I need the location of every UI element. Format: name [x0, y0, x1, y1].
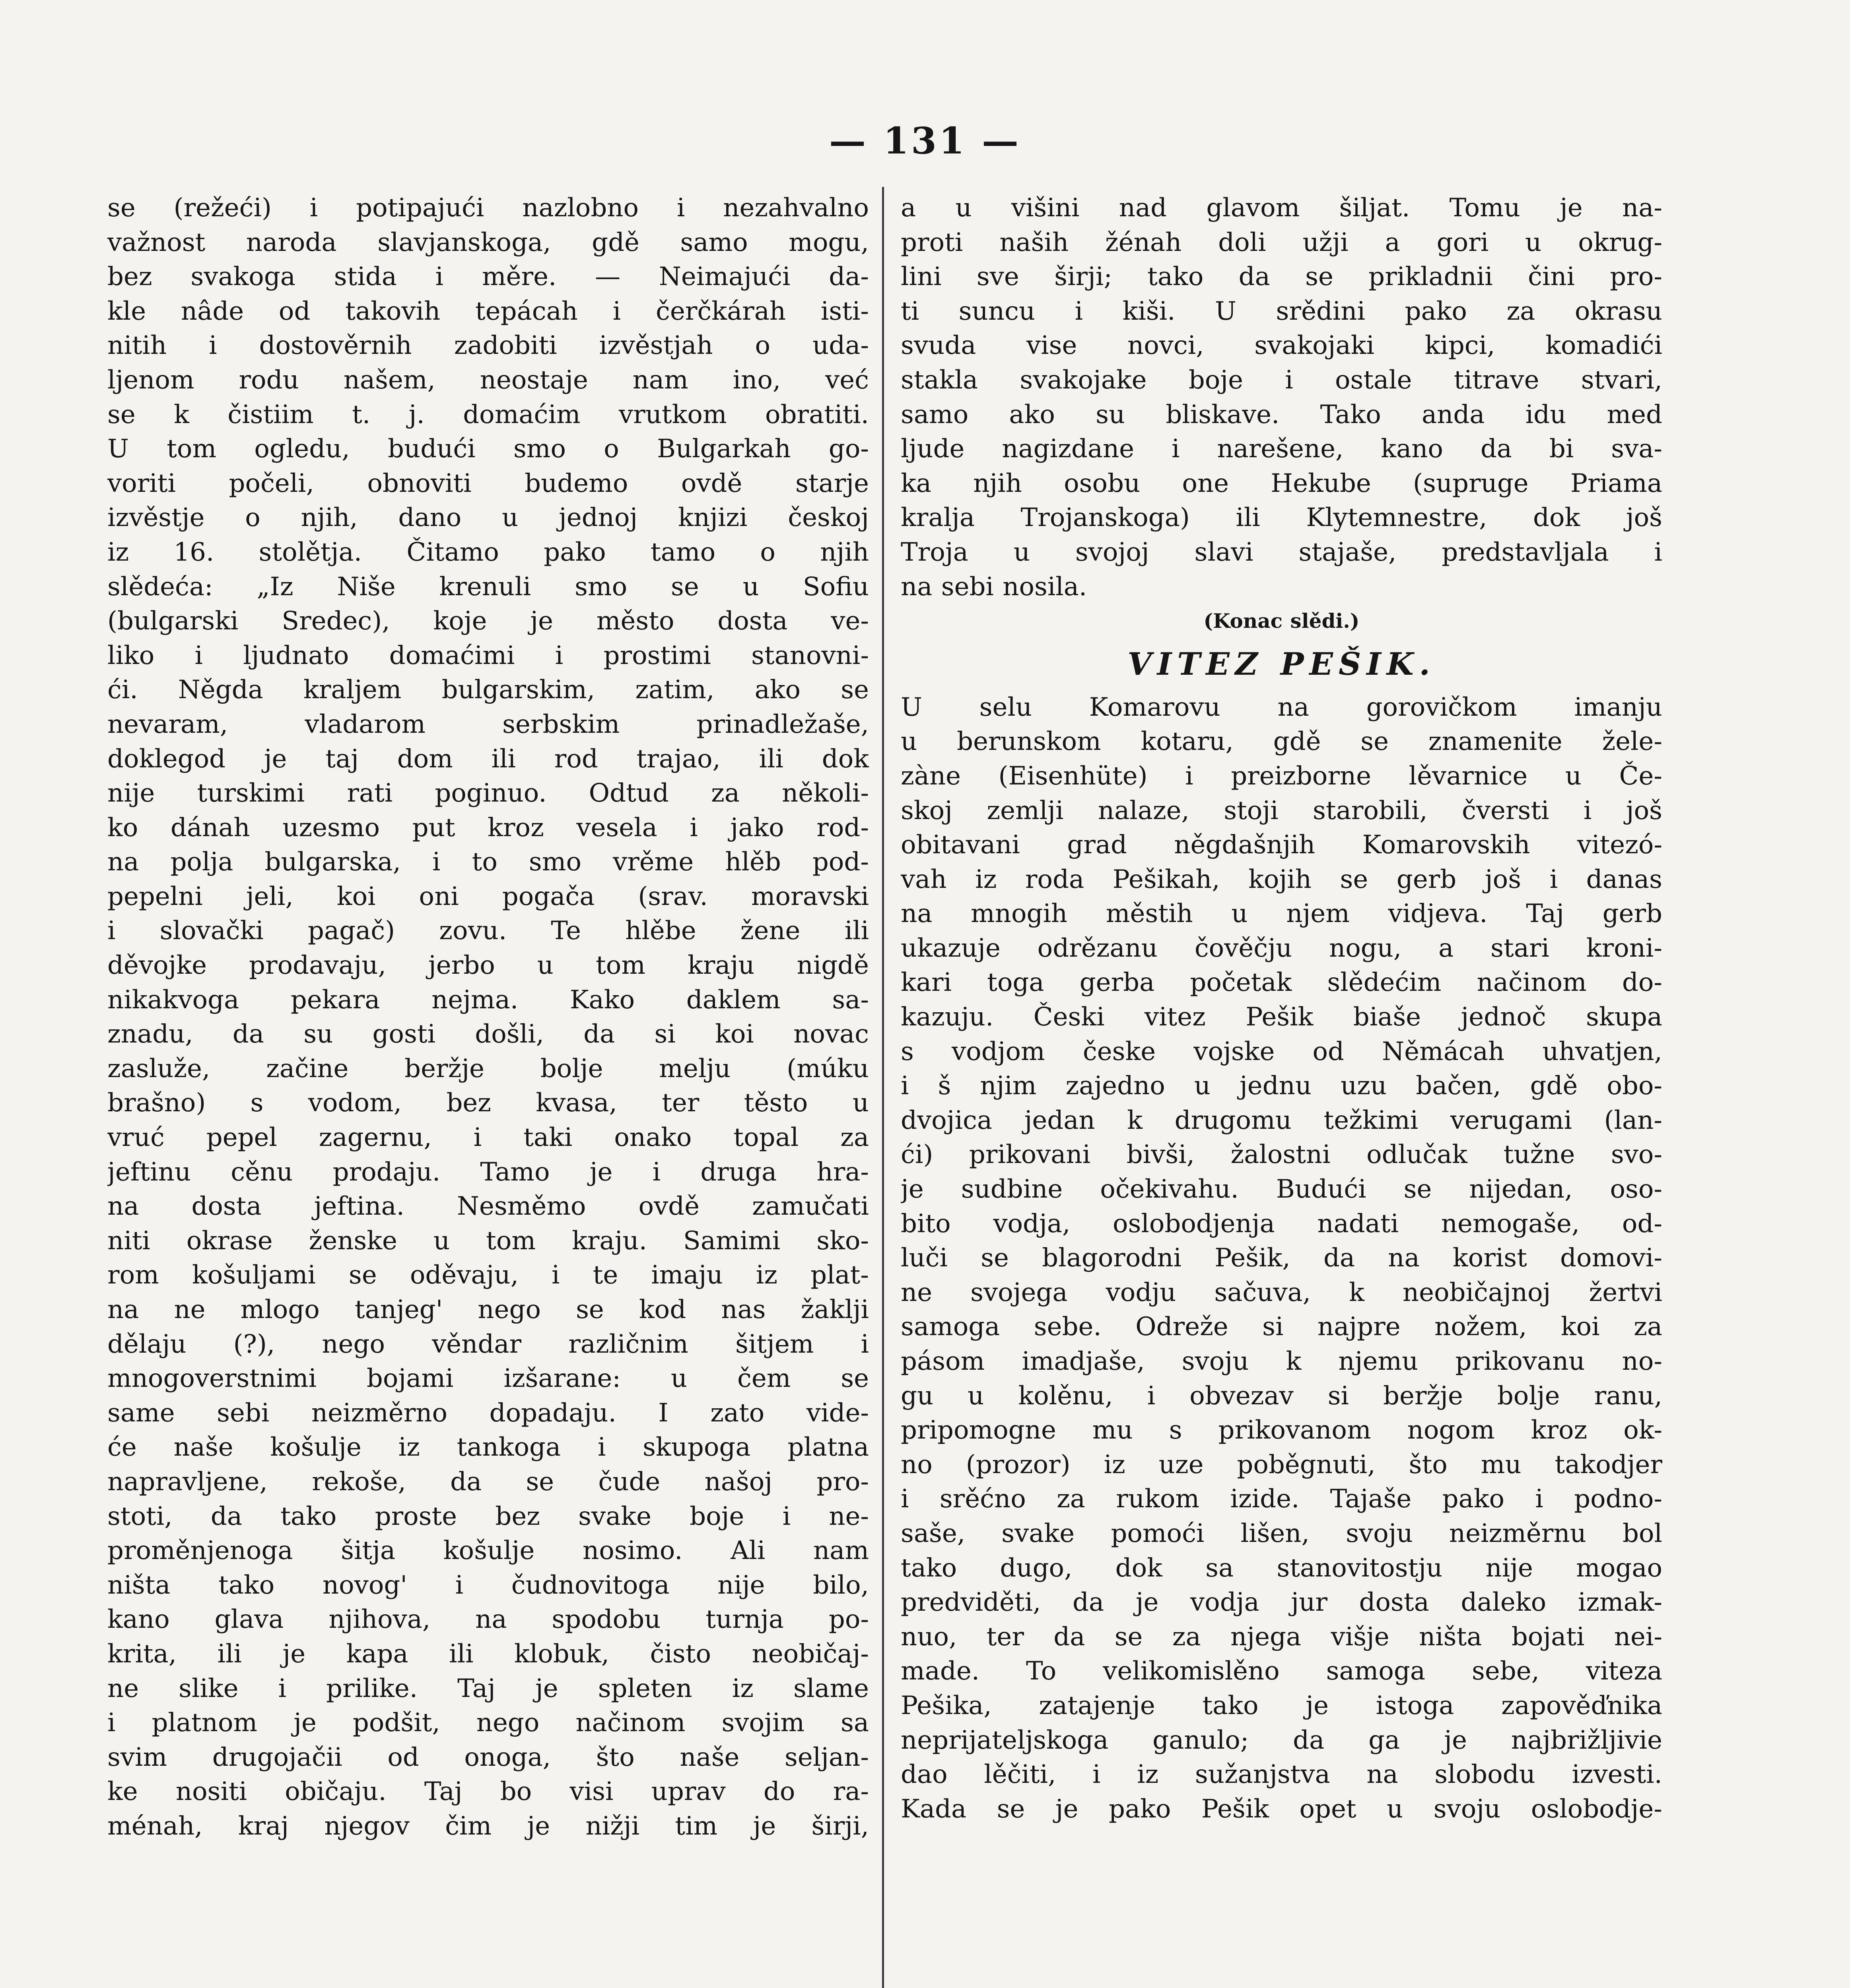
column-divider: [882, 187, 884, 1988]
text-line: dvojica jedan k drugomu težkimi verugami (lan-: [901, 1105, 1662, 1135]
text-line: ka njih osobu one Hekube (supruge Priama: [901, 468, 1662, 498]
text-line: predviděti, da je vodja jur dosta daleko izmak-: [901, 1588, 1662, 1617]
text-line: děvojke prodavaju, jerbo u tom kraju nigdě: [107, 951, 869, 980]
text-line: kano glava njihova, na spodobu turnja po-: [107, 1605, 869, 1635]
text-line: mnogoverstnimi bojami izšarane: u čem se: [107, 1364, 869, 1394]
text-line: nevaram, vladarom serbskim prinadležaše,: [107, 709, 869, 739]
text-line: iz 16. stolětja. Čitamo pako tamo o njih: [107, 537, 869, 567]
text-line: znadu, da su gosti došli, da si koi novac: [107, 1019, 869, 1049]
text-line: na sebi nosila.: [901, 572, 1087, 602]
text-line: kle nâde od takovih tepácah i čerčkárah isti-: [107, 296, 869, 326]
text-line: će naše košulje iz tankoga i skupoga platna: [107, 1433, 869, 1462]
text-line: Kada se je pako Pešik opet u svoju oslobodje-: [901, 1794, 1662, 1824]
text-line: liko i ljudnato domaćimi i prostimi stanovni-: [107, 641, 869, 670]
text-line: neprijateljskoga ganulo; da ga je najbrižljivie: [901, 1725, 1662, 1755]
text-line: rom košuljami se oděvaju, i te imaju iz plat-: [107, 1260, 869, 1290]
text-line: na polja bulgarska, i to smo vrěme hlěb pod-: [107, 847, 869, 877]
text-line: ko dánah uzesmo put kroz vesela i jako rod-: [107, 813, 869, 843]
text-line: bito vodja, oslobodjenja nadati nemogaše, od-: [901, 1209, 1662, 1239]
text-line: dao lěčiti, i iz sužanjstva na slobodu izvesti.: [901, 1760, 1662, 1790]
text-line: jeftinu cěnu prodaju. Tamo je i druga hra-: [107, 1157, 869, 1187]
text-line: izvěstje o njih, dano u jednoj knjizi českoj: [107, 503, 869, 533]
page-number: — 131 —: [829, 119, 1021, 162]
text-line: saše, svake pomoći lišen, svoju neizměrnu bol: [901, 1518, 1662, 1548]
text-line: Troja u svojoj slavi stajaše, predstavljala i: [901, 537, 1662, 567]
text-line: proti naših žénah doli užji a gori u okrug-: [901, 227, 1662, 257]
text-line: vah iz roda Pešikah, kojih se gerb još i danas: [901, 864, 1662, 894]
text-line: i platnom je podšit, nego načinom svojim sa: [107, 1708, 869, 1738]
text-line: samo ako su bliskave. Tako anda idu med: [901, 400, 1662, 429]
text-line: luči se blagorodni Pešik, da na korist domovi-: [901, 1243, 1662, 1273]
text-line: niti okrase ženske u tom kraju. Samimi sko-: [107, 1226, 869, 1256]
text-line: (bulgarski Sredec), koje je město dosta ve-: [107, 606, 869, 636]
text-line: se k čistiim t. j. domaćim vrutkom obratiti.: [107, 400, 869, 429]
continued-note: (Konac slědi.): [1203, 609, 1360, 633]
text-line: samoga sebe. Odreže si najpre nožem, koi za: [901, 1312, 1662, 1342]
text-line: ljenom rodu našem, neostaje nam ino, već: [107, 365, 869, 395]
text-line: svuda vise novci, svakojaki kipci, komadići: [901, 331, 1662, 361]
text-line: U tom ogledu, budući smo o Bulgarkah go-: [107, 434, 869, 464]
text-line: u berunskom kotaru, gdě se znamenite žele-: [901, 727, 1662, 757]
left-column: [107, 191, 869, 1988]
right-column: [901, 191, 1662, 1988]
text-line: kralja Trojanskoga) ili Klytemnestre, dok još: [901, 503, 1662, 533]
text-line: pripomogne mu s prikovanom nogom kroz ok-: [901, 1415, 1662, 1445]
text-line: Pešika, zatajenje tako je istoga zapověďnika: [901, 1691, 1662, 1720]
text-line: nikakvoga pekara nejma. Kako daklem sa-: [107, 985, 869, 1015]
text-line: na mnogih městih u njem vidjeva. Taj gerb: [901, 899, 1662, 929]
text-line: dělaju (?), nego věndar različnim šitjem i: [107, 1329, 869, 1359]
right-column-top: [901, 191, 1662, 604]
text-line: pásom imadjaše, svoju k njemu prikovanu no-: [901, 1347, 1662, 1376]
article-title: VITEZ PEŠIK.: [1127, 646, 1436, 682]
text-line: ke nositi običaju. Taj bo visi uprav do ra-: [107, 1777, 869, 1807]
text-line: same sebi neizměrno dopadaju. I zato vide-: [107, 1398, 869, 1428]
text-line: i š njim zajedno u jednu uzu bačen, gdě obo-: [901, 1071, 1662, 1101]
text-line: vruć pepel zagernu, i taki onako topal za: [107, 1123, 869, 1153]
text-line: obitavani grad něgdašnjih Komarovskih vitezó-: [901, 830, 1662, 860]
text-line: na dosta jeftina. Nesměmo ovdě zamučati: [107, 1192, 869, 1221]
text-line: se (režeći) i potipajući nazlobno i nezahvalno: [107, 193, 869, 223]
text-line: bez svakoga stida i měre. — Neimajući da-: [107, 262, 869, 292]
text-line: krita, ili je kapa ili klobuk, čisto neobičaj-: [107, 1639, 869, 1669]
text-line: je sudbine očekivahu. Budući se nijedan, oso-: [901, 1175, 1662, 1204]
text-line: napravljene, rekoše, da se čude našoj pro-: [107, 1467, 869, 1497]
text-line: a u višini nad glavom šiljat. Tomu je na-: [901, 193, 1662, 223]
text-line: s vodjom česke vojske od Němácah uhvatjen,: [901, 1037, 1662, 1066]
text-line: i srěćno za rukom izide. Tajaše pako i podno-: [901, 1484, 1662, 1514]
text-line: brašno) s vodom, bez kvasa, ter těsto u: [107, 1088, 869, 1118]
text-line: stoti, da tako proste bez svake boje i ne-: [107, 1501, 869, 1531]
text-line: važnost naroda slavjanskoga, gdě samo mogu,: [107, 227, 869, 257]
text-line: ništa tako novog' i čudnovitoga nije bilo,: [107, 1570, 869, 1600]
text-line: gu u kolěnu, i obvezav si beržje bolje ranu,: [901, 1381, 1662, 1411]
text-line: ljude nagizdane i narešene, kano da bi sva-: [901, 434, 1662, 464]
text-line: made. To velikomislěno samoga sebe, viteza: [901, 1656, 1662, 1686]
text-line: proměnjenoga šitja košulje nosimo. Ali nam: [107, 1536, 869, 1566]
text-line: tako dugo, dok sa stanovitostju nije mogao: [901, 1553, 1662, 1583]
text-line: ukazuje odrězanu čověčju nogu, a stari kroni-: [901, 933, 1662, 963]
text-line: ménah, kraj njegov čim je nižji tim je širji,: [107, 1811, 869, 1841]
text-line: pepelni jeli, koi oni pogača (srav. moravski: [107, 881, 869, 911]
text-line: U selu Komarovu na gorovičkom imanju: [901, 692, 1662, 722]
text-line: kari toga gerba početak slědećim načinom do-: [901, 968, 1662, 998]
text-line: na ne mlogo tanjeg' nego se kod nas žaklji: [107, 1295, 869, 1324]
text-line: lini sve širji; tako da se prikladnii čini pro-: [901, 262, 1662, 292]
text-line: zàne (Eisenhüte) i preizborne lěvarnice u Če-: [901, 761, 1662, 791]
text-line: slědeća: „Iz Niše krenuli smo se u Sofiu: [107, 572, 869, 602]
text-line: skoj zemlji nalaze, stoji starobili, čversti i još: [901, 796, 1662, 825]
right-column-bottom: [901, 690, 1662, 1827]
text-line: voriti počeli, obnoviti budemo ovdě starje: [107, 468, 869, 498]
text-line: doklegod je taj dom ili rod trajao, ili dok: [107, 744, 869, 774]
text-line: ći. Něgda kraljem bulgarskim, zatim, ako se: [107, 675, 869, 705]
text-line: nije turskimi rati poginuo. Odtud za několi-: [107, 779, 869, 808]
text-line: ne slike i prilike. Taj je spleten iz slame: [107, 1673, 869, 1703]
text-line: kazuju. Česki vitez Pešik biaše jednoč skupa: [901, 1002, 1662, 1032]
text-line: ti suncu i kiši. U srědini pako za okrasu: [901, 296, 1662, 326]
text-line: ći) prikovani bivši, žalostni odlučak tužne svo-: [901, 1140, 1662, 1170]
text-line: no (prozor) iz uze poběgnuti, što mu takodjer: [901, 1450, 1662, 1479]
text-line: i slovački pagač) zovu. Te hlěbe žene ili: [107, 916, 869, 946]
text-line: stakla svakojake boje i ostale titrave stvari,: [901, 365, 1662, 395]
text-line: svim drugojačii od onoga, što naše seljan-: [107, 1742, 869, 1772]
text-line: ne svojega vodju sačuva, k neobičajnoj žertvi: [901, 1277, 1662, 1307]
text-line: nitih i dostověrnih zadobiti izvěstjah o uda-: [107, 331, 869, 361]
text-line: zasluže, začine beržje bolje melju (múku: [107, 1054, 869, 1083]
text-line: nuo, ter da se za njega višje ništa bojati nei-: [901, 1622, 1662, 1652]
